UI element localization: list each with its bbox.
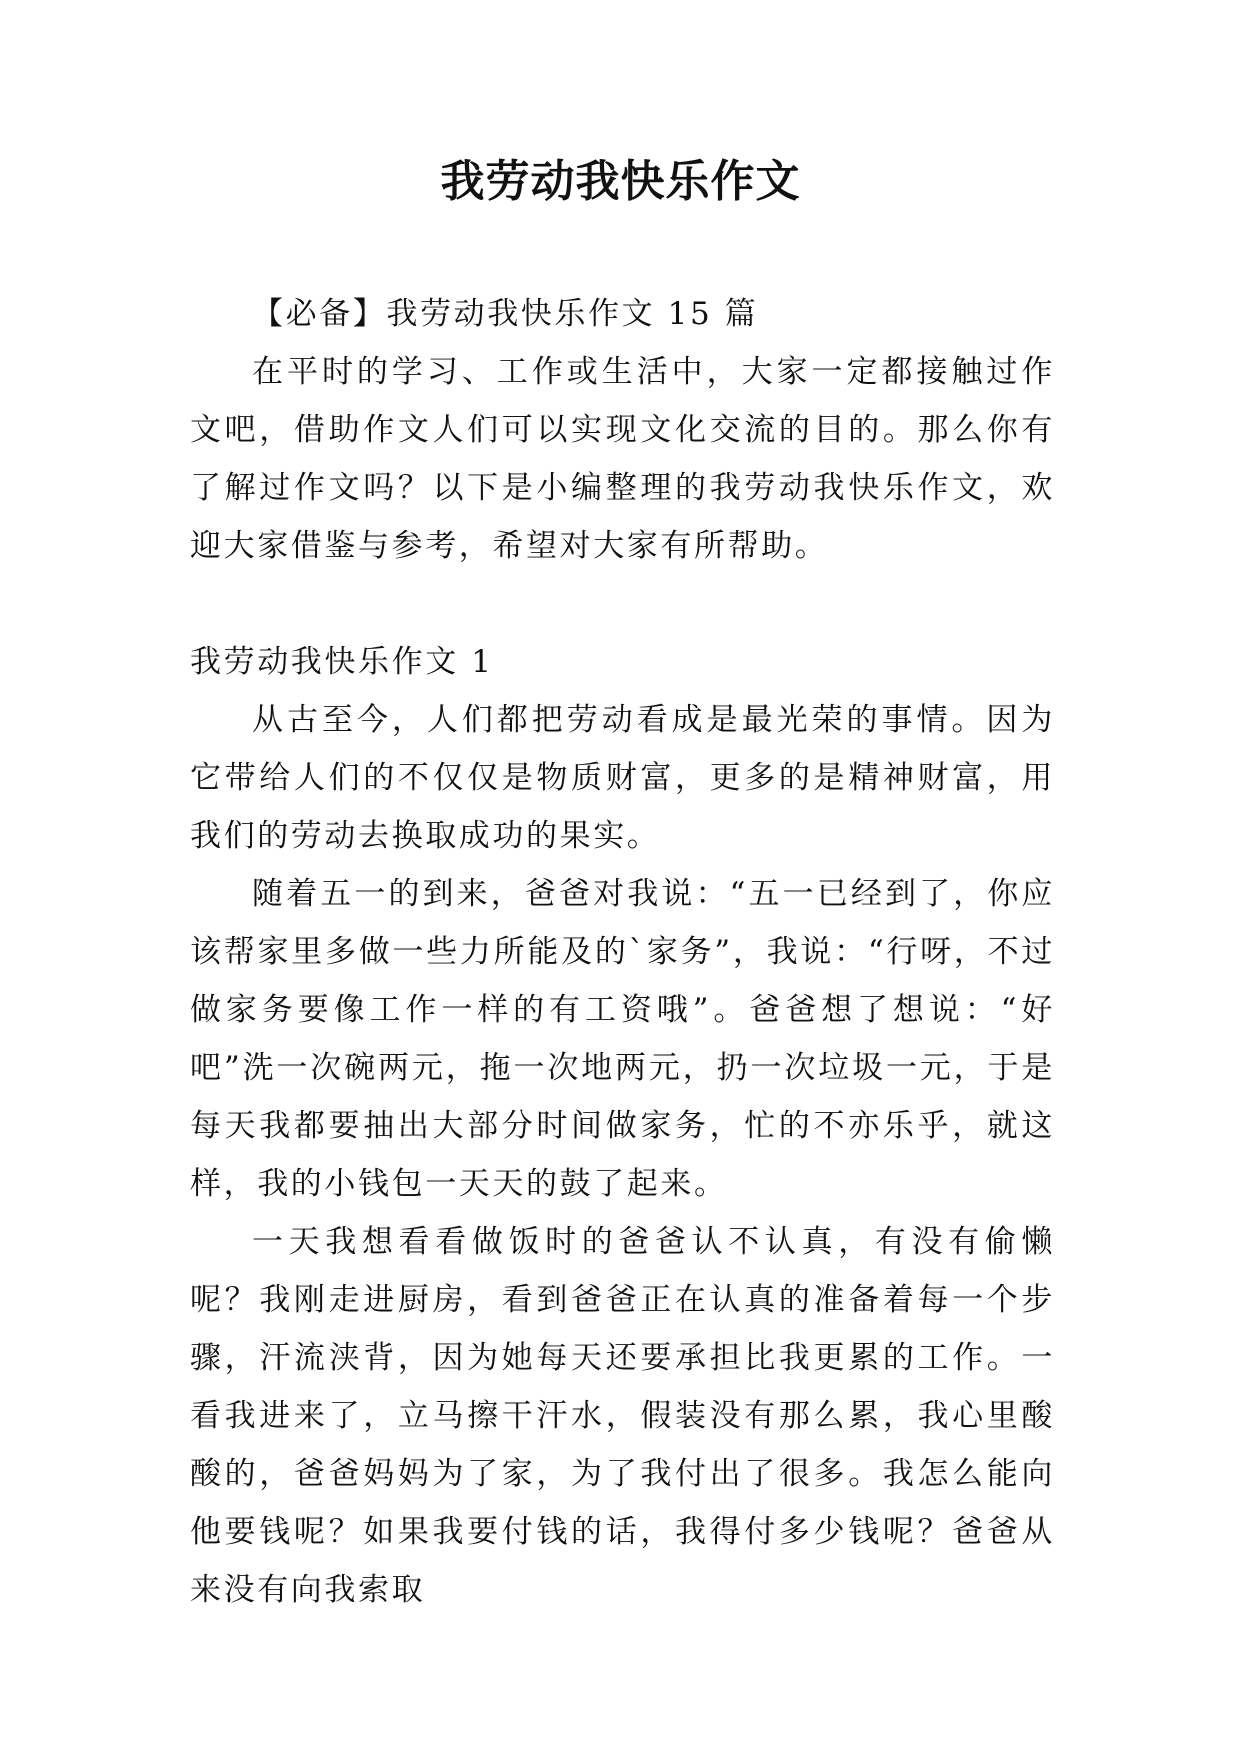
document-title: 我劳动我快乐作文 — [440, 156, 801, 207]
document-subtitle: 【必备】我劳动我快乐作文 15 篇 — [252, 296, 759, 332]
body-paragraph: 一天我想看看做饭时的爸爸认不认真，有没有偷懒呢？我刚走进厨房，看到爸爸正在认真的准备着每一个步骤，汗流浃背，因为她每天还要承担比我更累的工作。一看我进来了，立马擦干汗水，假装没有那么累，我心里酸酸的，爸爸妈妈为了家，为了我付出了很多。我怎么能向他要钱呢？如果我要付钱的话，我得付多少钱呢？爸爸从来没有向我索取 — [190, 1224, 1055, 1608]
body-paragraph: 随着五一的到来，爸爸对我说：“五一已经到了，你应该帮家里多做一些力所能及的`家务”，我说：“行呀，不过做家务要像工作一样的有工资哦”。爸爸想了想说：“好吧”洗一次碗两元，拖一次地两元，扔一次垃圾一元，于是每天我都要抽出大部分时间做家务，忙的不亦乐乎，就这样，我的小钱包一天天的鼓了起来。 — [190, 876, 1055, 1202]
intro-paragraph: 在平时的学习、工作或生活中，大家一定都接触过作文吧，借助作文人们可以实现文化交流的目的。那么你有了解过作文吗？以下是小编整理的我劳动我快乐作文，欢迎大家借鉴与参考，希望对大家有所帮助。 — [190, 354, 1055, 564]
document-body — [190, 285, 1055, 1619]
body-paragraph: 从古至今，人们都把劳动看成是最光荣的事情。因为它带给人们的不仅仅是物质财富，更多的是精神财富，用我们的劳动去换取成功的果实。 — [190, 702, 1055, 854]
section-heading: 我劳动我快乐作文 1 — [190, 644, 494, 680]
